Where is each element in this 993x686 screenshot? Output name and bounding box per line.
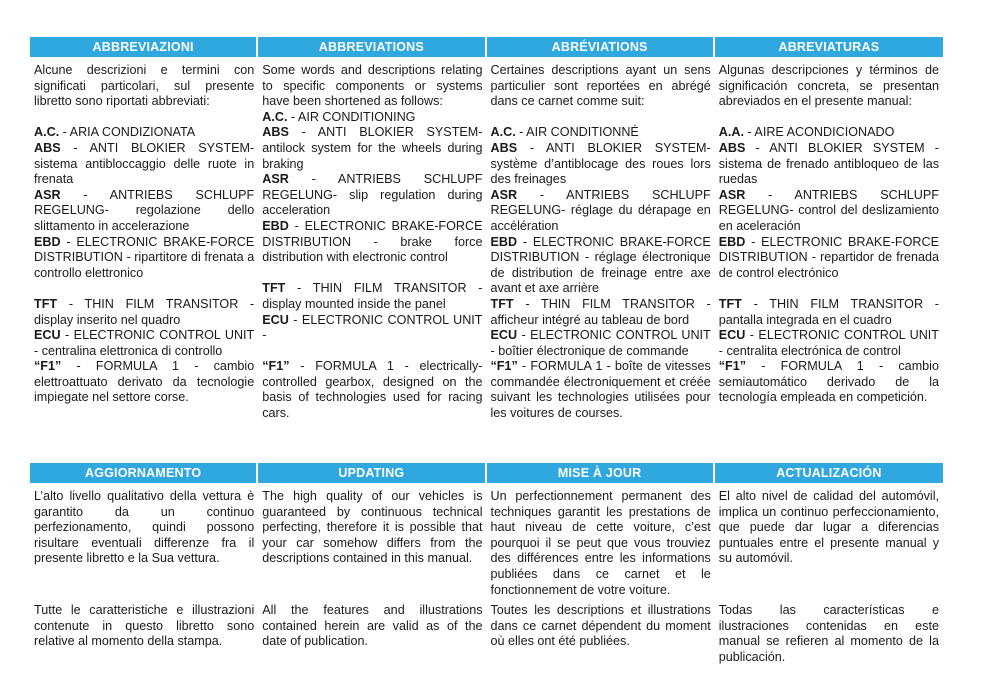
column-french xyxy=(487,489,715,598)
column-english xyxy=(258,489,486,598)
abbr-entry-ac: A.C. - AIR CONDITIONNÉ xyxy=(490,125,639,140)
abbr-entry-ecu: ECU - ELECTRONIC CONTROL UNIT - centralita electrónica de control xyxy=(718,328,939,358)
abbr-entry-ebd: EBD - ELECTRONIC BRAKE-FORCE DISTRIBUTION - ripartitore di frenata a controllo elettronico xyxy=(34,234,255,280)
header-actualizacion: ACTUALIZACIÓN xyxy=(776,466,882,480)
update-paragraph: El alto nivel de calidad del automóvil, implica un continuo perfeccionamiento, que puede dar lugar a diferencias puntuales entre el presente manual y su automóvil. xyxy=(718,489,939,566)
abbr-entry-ac: A.C. - ARIA CONDIZIONATA xyxy=(34,125,196,140)
abbr-entry-abs: ABS - ANTI BLOKIER SYSTEM- antilock system for the wheels during braking xyxy=(262,125,483,171)
abbr-entry-tft: TFT - THIN FILM TRANSITOR - afficheur intégré au tableau de bord xyxy=(490,296,711,327)
header-aggiornamento: AGGIORNAMENTO xyxy=(30,463,258,483)
intro-text: Alcune descrizioni e termini con significati particolari, sul presente libretto sono riportati abbreviati: xyxy=(34,63,255,109)
header-updating: UPDATING xyxy=(258,463,486,483)
abbr-entry-tft: TFT - THIN FILM TRANSITOR - display inserito nel quadro xyxy=(34,296,255,327)
abbr-entry-f1: “F1” - FORMULA 1 - boîte de vitesses commandée électroniquement et créée suivant les technologies utilisées pour les voitures de courses. xyxy=(490,359,711,421)
column-italian xyxy=(30,489,258,598)
header-abreviaturas: ABREVIATURAS xyxy=(778,40,880,54)
column-spanish xyxy=(715,603,943,665)
abbr-entry-abs: ABS - ANTI BLOKIER SYSTEM - sistema de frenado antibloqueo de las ruedas xyxy=(718,140,939,187)
abbreviations-body xyxy=(30,63,943,422)
update-paragraph: The high quality of our vehicles is guaranteed by continuous technical perfecting, therefore it is possible that your car somehow differs from the descriptions contained in this manual. xyxy=(262,489,483,566)
intro-text: Certaines descriptions ayant un sens particulier sont reportées en abrégé dans ce carnet comme suit: xyxy=(490,63,711,109)
validity-paragraph: Todas las características e ilustraciones contenidas en este manual se refieren al momento de la publicación. xyxy=(718,603,939,664)
column-italian xyxy=(30,603,258,665)
abbr-entry-asr: ASR - ANTRIEBS SCHLUPF REGELUNG- regolazione dello slittamento in accelerazione xyxy=(34,187,255,233)
abbr-entry-ebd: EBD - ELECTRONIC BRAKE-FORCE DISTRIBUTION - brake force distribution with electronic control xyxy=(262,218,483,265)
validity-paragraph: Tutte le caratteristiche e illustrazioni contenute in questo libretto sono relative al momento della stampa. xyxy=(34,603,255,649)
column-french xyxy=(487,63,715,422)
updating-header-bar xyxy=(30,463,943,483)
validity-paragraph: All the features and illustrations contained herein are valid as of the date of publication. xyxy=(262,603,483,649)
abbr-entry-f1: “F1” - FORMULA 1 - cambio elettroattuato derivato da tecnologie impiegate nel settore corse. xyxy=(34,359,255,405)
abbr-entry-ecu: ECU - ELECTRONIC CONTROL UNIT - xyxy=(262,312,483,343)
abbreviations-header-bar xyxy=(30,37,943,57)
abbr-entry-ac: A.C. - AIR CONDITIONING xyxy=(262,109,416,124)
abbr-entry-ecu: ECU - ELECTRONIC CONTROL UNIT - boîtier électronique de commande xyxy=(490,328,711,358)
header-abbreviations: ABBREVIATIONS xyxy=(258,37,486,57)
column-spanish xyxy=(715,489,943,598)
intro-text: Some words and descriptions relating to specific components or systems have been shortened as follows: xyxy=(262,63,483,109)
header-mise-a-jour: MISE À JOUR xyxy=(487,463,715,483)
intro-text: Algunas descripciones y términos de significación concreta, se presentan abreviados en el presente manual: xyxy=(718,63,939,109)
column-english xyxy=(258,603,486,665)
updating-body-paragraph-1 xyxy=(30,489,943,598)
update-paragraph: Un perfectionnement permanent des techniques garantit les prestations de haut niveau de cette voiture, c’est pourquoi il se peut que vous trouviez des différences entre les informations publiées dans ce carnet et le fonctionnement de votre voiture. xyxy=(490,489,711,597)
abbr-entry-tft: TFT - THIN FILM TRANSITOR - display mounted inside the panel xyxy=(262,281,483,311)
update-paragraph: L’alto livello qualitativo della vettura è garantito da un continuo perfezionamento, quindi possono risultare eventuali differenze fra il presente libretto e la Sua vettura. xyxy=(34,489,255,566)
abbr-entry-f1: “F1” - FORMULA 1 - cambio semiautomático derivado de la tecnología empleada en competición. xyxy=(718,359,939,405)
column-french xyxy=(487,603,715,665)
abbr-entry-asr: ASR - ANTRIEBS SCHLUPF REGELUNG- réglage du dérapage en accélération xyxy=(490,187,711,233)
abbr-entry-ecu: ECU - ELECTRONIC CONTROL UNIT - centralina elettronica di controllo xyxy=(34,328,255,358)
header-abreviations: ABRÉVIATIONS xyxy=(487,37,715,57)
header-abbreviazioni: ABBREVIAZIONI xyxy=(30,37,258,57)
abbr-entry-tft: TFT - THIN FILM TRANSITOR - pantalla integrada en el cuadro xyxy=(718,296,939,327)
updating-body-paragraph-2 xyxy=(30,603,943,665)
column-english xyxy=(258,63,486,422)
abbr-entry-f1: “F1” - FORMULA 1 - electrically-controlled gearbox, designed on the basis of technologies used for racing cars. xyxy=(262,359,483,421)
abbr-entry-ebd: EBD - ELECTRONIC BRAKE-FORCE DISTRIBUTION - repartidor de frenada de control electrónico xyxy=(718,234,939,280)
validity-paragraph: Toutes les descriptions et illustrations dans ce carnet dépendent du moment où elles ont été publiées. xyxy=(490,603,711,649)
abbr-entry-ebd: EBD - ELECTRONIC BRAKE-FORCE DISTRIBUTION - réglage électronique de distribution de freinage entre axe avant et axe arrière xyxy=(490,234,711,296)
abbr-entry-asr: ASR - ANTRIEBS SCHLUPF REGELUNG- control del deslizamiento en aceleración xyxy=(718,187,939,233)
abbr-entry-abs: ABS - ANTI BLOKIER SYSTEM- sistema antibloccaggio delle ruote in frenata xyxy=(34,140,255,187)
column-spanish xyxy=(715,63,943,422)
abbr-entry-asr: ASR - ANTRIEBS SCHLUPF REGELUNG- slip regulation during acceleration xyxy=(262,172,483,218)
abbr-entry-abs: ABS - ANTI BLOKIER SYSTEM- système d’antiblocage des roues lors des freinages xyxy=(490,140,711,187)
column-italian xyxy=(30,63,258,422)
abbr-entry-aa: A.A. - AIRE ACONDICIONADO xyxy=(718,125,895,140)
